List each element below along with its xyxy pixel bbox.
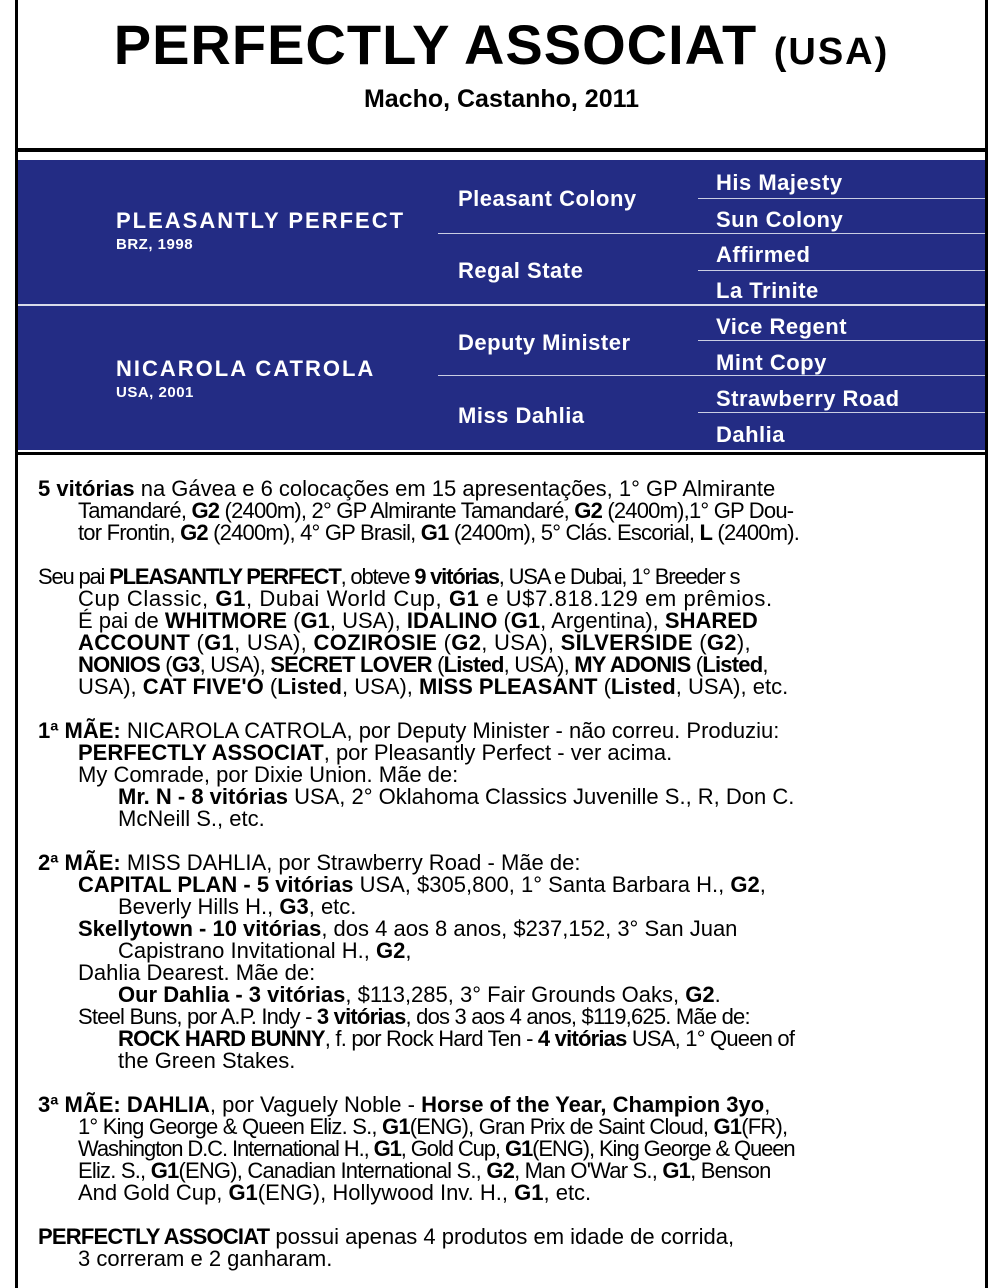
text-run: (ENG), Gran Prix de Saint Cloud, [409, 1114, 714, 1139]
text-line [38, 852, 963, 874]
grade: Listed [277, 674, 342, 699]
dam-label: 3ª MÃE: DAHLIA [38, 1092, 210, 1117]
offspring-name: Our Dahlia - 3 vitórias [118, 982, 346, 1007]
text-run: , etc. [308, 894, 357, 919]
grandparent: Deputy Minister [458, 330, 631, 355]
grandparent: Regal State [458, 258, 584, 283]
offspring-name: MISS PLEASANT [419, 674, 598, 699]
text-line [38, 940, 963, 962]
text-run: USA), [78, 674, 143, 699]
text-run: , etc. [543, 1180, 592, 1205]
text-line: the Green Stakes. [118, 1048, 296, 1073]
text-run: , dos 3 aos 4 anos, $119,625. Mãe de: [405, 1004, 750, 1029]
text-run: . [714, 982, 721, 1007]
text-run: ( [597, 674, 611, 699]
text-run: , [759, 872, 766, 897]
text-run: (2400m), 4° GP Brasil, [207, 520, 421, 545]
grade: G1 [510, 608, 541, 633]
sire-info: BRZ, 1998 [116, 236, 194, 253]
text-run: , Man O'War S., [514, 1158, 663, 1183]
text-line [38, 1028, 963, 1050]
grandparent: Miss Dahlia [458, 403, 585, 428]
text-run: , por Pleasantly Perfect - ver acima. [323, 740, 673, 765]
grade: G1 [204, 630, 235, 655]
text-run: MISS DAHLIA, por Strawberry Road - Mãe de: [120, 850, 581, 875]
great-grandparent: La Trinite [716, 278, 819, 303]
text-run: , obteve [340, 564, 415, 589]
text-run: , [762, 652, 768, 677]
top-rule [18, 148, 985, 152]
text-run: , USA), [341, 674, 419, 699]
great-grandparent: Dahlia [716, 422, 786, 447]
wins-count: 4 vitórias [537, 1026, 627, 1051]
text-run: Washington D.C. International H., [78, 1136, 374, 1161]
dam-info: USA, 2001 [116, 384, 194, 401]
grade: G2 [685, 982, 715, 1007]
grade: G2 [486, 1158, 515, 1183]
grade: G1 [300, 608, 330, 633]
horse-name: PERFECTLY ASSOCIAT [113, 13, 758, 76]
header [18, 0, 985, 150]
text-run: , USA e Dubai, 1° Breeder s [498, 564, 740, 589]
horse-name-highlight: PERFECTLY ASSOCIAT [38, 1224, 270, 1249]
text-body [38, 478, 963, 1270]
grade: G2 [730, 872, 760, 897]
grade: G1 [420, 520, 449, 545]
grade: Listed [443, 652, 504, 677]
text-line [38, 1006, 963, 1028]
text-line [38, 1138, 963, 1160]
text-run: (2400m), 2° GP Almirante Tamandaré, [219, 498, 575, 523]
text-run: ( [692, 630, 707, 655]
offspring-name: IDALINO [406, 608, 498, 633]
text-run: , Dubai World Cup, [245, 586, 449, 611]
grade: G1 [662, 1158, 691, 1183]
horse-title [18, 10, 985, 87]
dam-label: 1ª MÃE: [38, 718, 121, 743]
text-run: Eliz. S., [78, 1158, 151, 1183]
frame-right-border [985, 0, 988, 1288]
text-line [38, 896, 963, 918]
grade: Listed [702, 652, 763, 677]
pedigree-sire [116, 208, 405, 253]
text-line [38, 1182, 963, 1204]
text-run: , por Vaguely Noble - [209, 1092, 422, 1117]
text-run: (ENG), Hollywood Inv. H., [257, 1180, 515, 1205]
text-run: na Gávea e 6 colocações em 15 apresentações, 1° GP Almirante [134, 476, 776, 501]
text-run: ( [690, 652, 703, 677]
great-grandparent: Sun Colony [716, 207, 844, 232]
offspring-name: SHARED [664, 608, 758, 633]
horse-country: (USA) [773, 31, 890, 73]
grade: G2 [706, 630, 737, 655]
grade: Listed [610, 674, 676, 699]
offspring-name: Skellytown - 10 vitórias [78, 916, 322, 941]
grade: L [699, 520, 713, 545]
pedigree-line [438, 375, 985, 376]
great-grandparent: His Majesty [716, 170, 843, 195]
text-line [38, 1094, 963, 1116]
text-line [38, 676, 963, 698]
text-run: (ENG), Canadian International S., [178, 1158, 487, 1183]
text-line [38, 566, 963, 588]
text-line [38, 1226, 963, 1248]
text-run: , dos 4 aos 8 anos, $237,152, 3° San Juan [321, 916, 738, 941]
text-run: 1° King George & Queen Eliz. S., [78, 1114, 383, 1139]
text-run: , [764, 1092, 771, 1117]
offspring-name: NONIOS [78, 652, 160, 677]
pedigree-line [438, 233, 985, 234]
text-line [38, 654, 963, 676]
offspring-name: MY ADONIS [574, 652, 691, 677]
text-run: ( [287, 608, 301, 633]
grade: G1 [373, 1136, 401, 1161]
paragraph-third-dam [38, 1094, 963, 1204]
text-run: ( [190, 630, 205, 655]
text-run: , $113,285, 3° Fair Grounds Oaks, [345, 982, 686, 1007]
text-run: Beverly Hills H., [118, 894, 280, 919]
text-line [38, 1116, 963, 1138]
text-run: ), [736, 630, 751, 655]
text-run: possui apenas 4 produtos em idade de corrida, [269, 1224, 735, 1249]
great-grandparent: Strawberry Road [716, 386, 900, 411]
paragraph-progeny [38, 1226, 963, 1270]
text-run: (2400m), 5° Clás. Escorial, [448, 520, 700, 545]
horse-subtitle: Macho, Castanho, 2011 [363, 85, 640, 113]
great-grandparent: Affirmed [716, 242, 811, 267]
text-line [38, 742, 963, 764]
pedigree-line [698, 198, 985, 199]
grandparent: Pleasant Colony [458, 186, 637, 211]
pedigree-dam [116, 356, 375, 401]
text-run: (2400m). [712, 520, 800, 545]
text-run: ( [431, 652, 444, 677]
grade: G2 [180, 520, 208, 545]
grade: G1 [448, 586, 480, 611]
sire-highlight: PLEASANTLY PERFECT [109, 564, 341, 589]
text-run: USA, 1° Queen of [626, 1026, 795, 1051]
text-run: ( [497, 608, 511, 633]
text-run: Tamandaré, [78, 498, 192, 523]
grade: G3 [279, 894, 309, 919]
text-run: NICAROLA CATROLA, por Deputy Minister - não correu. Produziu: [120, 718, 780, 743]
text-line [38, 786, 963, 808]
text-run: , USA), [503, 652, 575, 677]
text-line [38, 632, 963, 654]
text-run: , USA), etc. [675, 674, 789, 699]
text-line [38, 984, 963, 1006]
text-run: Capistrano Invitational H., [118, 938, 377, 963]
wins-count: 5 vitórias [38, 476, 135, 501]
text-run: , USA), [234, 630, 314, 655]
paragraph-race-record [38, 478, 963, 544]
text-run: (2400m),1° GP Dou- [602, 498, 794, 523]
pedigree-table [18, 160, 985, 450]
grade: G1 [713, 1114, 742, 1139]
text-run: , Argentina), [540, 608, 665, 633]
grade: G2 [451, 630, 482, 655]
text-run: USA, $305,800, 1° Santa Barbara H., [353, 872, 731, 897]
text-run: (ENG), King George & Queen [532, 1136, 795, 1161]
text-run: , f. por Rock Hard Ten - [324, 1026, 538, 1051]
grade: G2 [376, 938, 406, 963]
text-run: ( [437, 630, 452, 655]
text-line [38, 588, 963, 610]
grade: G2 [191, 498, 220, 523]
text-run: É pai de [78, 608, 165, 633]
text-run: Seu pai [38, 564, 110, 589]
grade: G1 [215, 586, 246, 611]
grade: G2 [574, 498, 603, 523]
text-line [38, 500, 963, 522]
text-run: (FR), [741, 1114, 788, 1139]
text-run: Steel Buns, por A.P. Indy - [78, 1004, 317, 1029]
text-run: , [405, 938, 412, 963]
grade: G1 [382, 1114, 410, 1139]
text-line [38, 720, 963, 742]
title-highlight: Horse of the Year, Champion 3yo [421, 1092, 765, 1117]
pedigree-line [698, 270, 985, 271]
text-run: And Gold Cup, [78, 1180, 229, 1205]
text-line: 3 correram e 2 ganharam. [78, 1246, 333, 1271]
grade: G1 [514, 1180, 544, 1205]
paragraph-second-dam [38, 852, 963, 1072]
text-line: McNeill S., etc. [118, 806, 265, 831]
offspring-name: SILVERSIDE [560, 630, 693, 655]
great-grandparent: Mint Copy [716, 350, 827, 375]
offspring-name: COZIROSIE [313, 630, 438, 655]
text-line [38, 1160, 963, 1182]
bottom-rule [18, 452, 985, 455]
text-run: ( [160, 652, 172, 677]
text-run: tor Frontin, [78, 520, 181, 545]
text-run: , USA), [481, 630, 561, 655]
text-run: , Gold Cup, [400, 1136, 505, 1161]
offspring-name: CAT FIVE'O [142, 674, 264, 699]
dam-name: NICAROLA CATROLA [116, 356, 376, 381]
pedigree-half-divider [18, 304, 985, 306]
paragraph-sire [38, 566, 963, 698]
offspring-name: CAPITAL PLAN - 5 vitórias [78, 872, 354, 897]
text-line [38, 874, 963, 896]
offspring-name: Mr. N - 8 vitórias [118, 784, 288, 809]
offspring-name: ROCK HARD BUNNY [118, 1026, 325, 1051]
offspring-name: WHITMORE [164, 608, 288, 633]
grade: G3 [171, 652, 200, 677]
text-run: ( [263, 674, 278, 699]
text-line [38, 522, 963, 544]
great-grandparent: Vice Regent [716, 314, 848, 339]
wins-count: 3 vitórias [316, 1004, 406, 1029]
grade: G1 [504, 1136, 533, 1161]
text-run: USA, 2° Oklahoma Classics Juvenille S., R, Don C. [287, 784, 795, 809]
text-line [38, 610, 963, 632]
wins-count: 9 vitórias [414, 564, 499, 589]
grade: G1 [150, 1158, 179, 1183]
text-line: Dahlia Dearest. Mãe de: [78, 960, 316, 985]
text-line [38, 918, 963, 940]
text-line [38, 478, 963, 500]
text-run: , Benson [690, 1158, 771, 1183]
paragraph-first-dam [38, 720, 963, 830]
offspring-name: ACCOUNT [78, 630, 191, 655]
text-run: e U$7.818.129 em prêmios. [479, 586, 773, 611]
text-run: , USA), [329, 608, 407, 633]
text-run: , USA), [199, 652, 271, 677]
grade: G1 [228, 1180, 258, 1205]
text-line: My Comrade, por Dixie Union. Mãe de: [78, 762, 459, 787]
dam-label: 2ª MÃE: [38, 850, 121, 875]
offspring-name: PERFECTLY ASSOCIAT [78, 740, 324, 765]
sire-name: PLEASANTLY PERFECT [116, 208, 406, 233]
pedigree-line [698, 340, 985, 341]
text-run: Cup Classic, [78, 586, 216, 611]
pedigree-line [698, 412, 985, 413]
offspring-name: SECRET LOVER [270, 652, 432, 677]
